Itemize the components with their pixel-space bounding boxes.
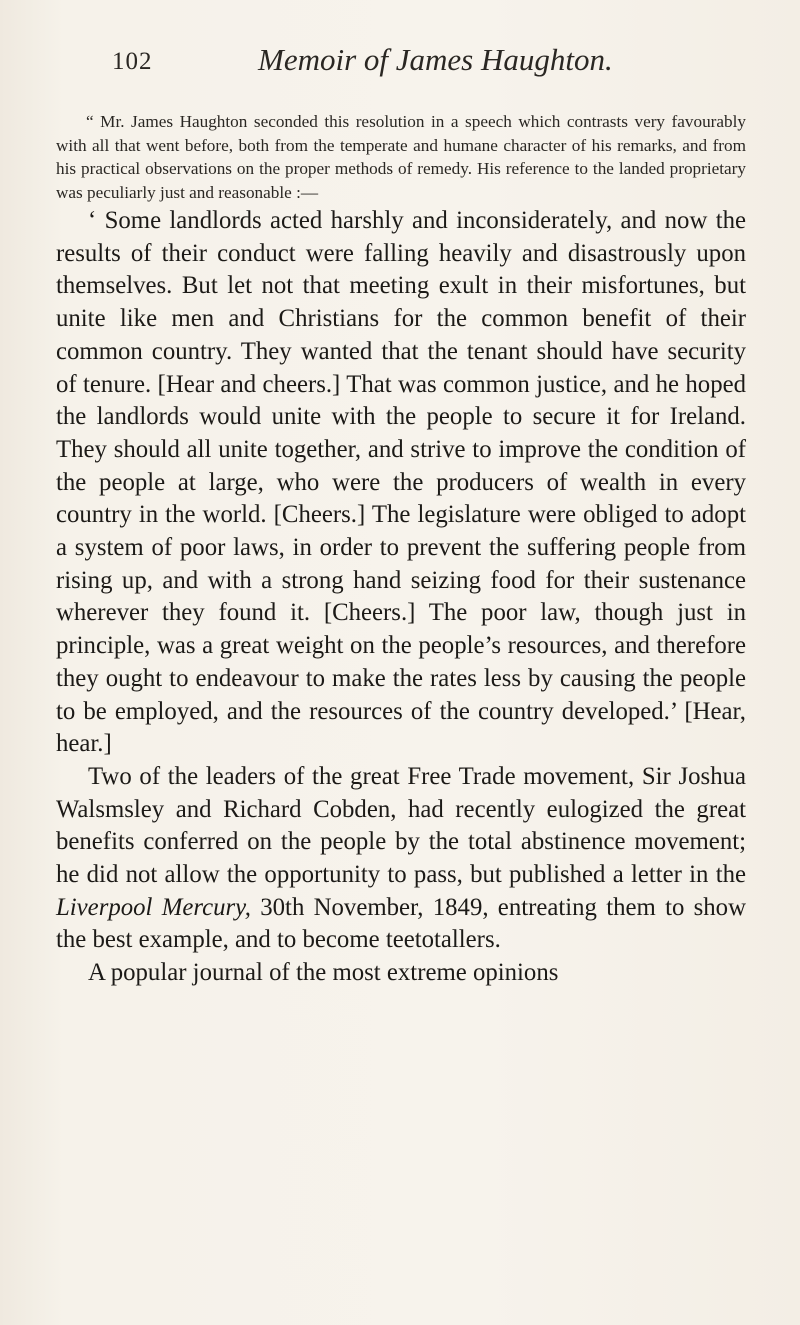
- running-header: [112, 42, 732, 82]
- quotation-paragraph: ‘ Some landlords acted harshly and inconsiderately, and now the results of their conduct were falling heavily and disastrously upon themselves. But let not that meeting exult in their misfortunes, but unite like men and Christians for the common benefit of their common country. They wanted that the tenant should have security of tenure. [Hear and cheers.] That was common justice, and he hoped the landlords would unite with the people to secure it for Ireland. They should all unite together, and strive to improve the condition of the people at large, who were the producers of wealth in every country in the world. [Cheers.] The legislature were obliged to adopt a system of poor laws, in order to prevent the suffering people from rising up, and with a strong hand seizing food for their sustenance wherever they found it. [Cheers.] The poor law, though just in principle, was a great weight on the people’s resources, and therefore they ought to endeavour to make the rates less by causing the people to be employed, and the resources of the country developed.’ [Hear, hear.]: [56, 207, 746, 758]
- intro-paragraph: “ Mr. James Haughton seconded this resolution in a speech which contrasts very favourably with all that went before, both from the temperate and humane character of his remarks, and from his practical observations on the proper methods of remedy. His reference to the landed proprietary was peculiarly just and reasonable :—: [56, 112, 746, 202]
- paragraph-popular-journal: A popular journal of the most extreme opinions: [88, 959, 559, 987]
- running-title: Memoir of James Haughton.: [258, 42, 613, 77]
- paragraph-free-trade: [56, 761, 746, 957]
- page-number: 102: [112, 48, 153, 75]
- newspaper-title: Liverpool Mercury,: [56, 893, 251, 921]
- main-text: [56, 205, 746, 990]
- paragraph-free-trade-text-2: 30th November, 1849, entreating them to show the best example, and to become teetotallers.: [56, 893, 746, 954]
- paragraph-free-trade-text-1: Two of the leaders of the great Free Trade movement, Sir Joshua Walsmsley and Richard Cobden, had recently eulogized the great benefits conferred on the people by the total abstinence movement; he did not allow the opportunity to pass, but published a letter in the: [56, 762, 746, 889]
